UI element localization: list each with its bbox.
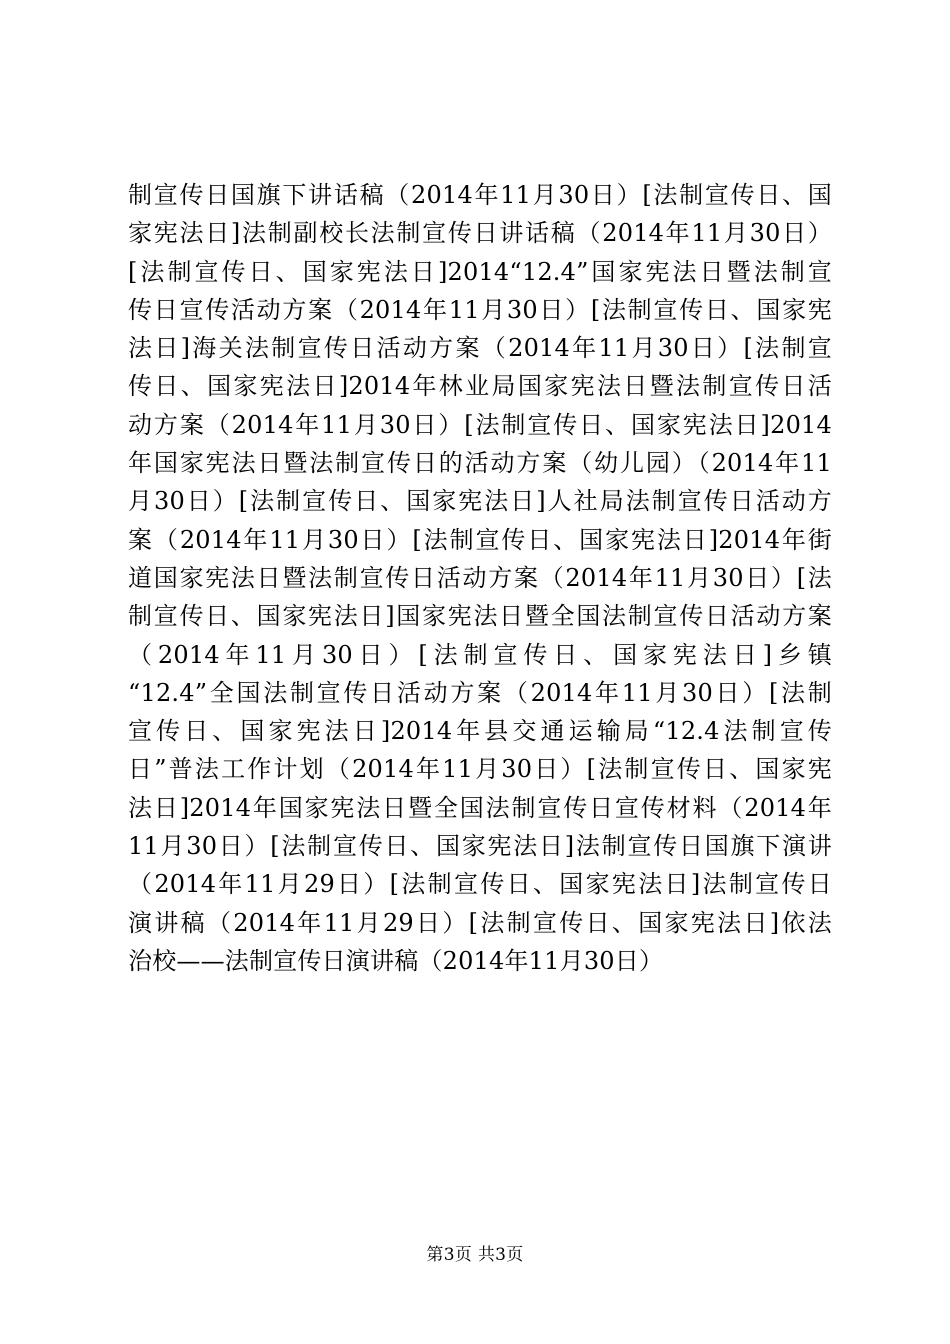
body-line: “12.4”全国法制宣传日活动方案（2014年11月30日）[法制	[128, 678, 832, 707]
body-line: 案（2014年11月30日）[法制宣传日、国家宪法日]2014年街	[128, 525, 832, 554]
body-line: 法日]海关法制宣传日活动方案（2014年11月30日）[法制宣	[128, 334, 832, 363]
body-line: 制宣传日国旗下讲话稿（2014年11月30日）[法制宣传日、国	[128, 181, 832, 209]
body-line-last: 治校——法制宣传日演讲稿（2014年11月30日）	[128, 946, 664, 975]
body-line: （2014年11月29日）[法制宣传日、国家宪法日]法制宣传日	[128, 870, 832, 899]
body-line: 传日、国家宪法日]2014年林业局国家宪法日暨法制宣传日活	[128, 372, 832, 401]
body-line: 年国家宪法日暨法制宣传日的活动方案（幼儿园）（2014年11	[128, 449, 832, 478]
body-line: （2014年11月30日）[法制宣传日、国家宪法日]乡镇	[128, 640, 832, 669]
body-line: [法制宣传日、国家宪法日]2014“12.4”国家宪法日暨法制宣	[128, 257, 832, 286]
body-line: 11月30日）[法制宣传日、国家宪法日]法制宣传日国旗下演讲	[128, 832, 832, 861]
body-line: 月30日）[法制宣传日、国家宪法日]人社局法制宣传日活动方	[128, 487, 832, 516]
body-line: 制宣传日、国家宪法日]国家宪法日暨全国法制宣传日活动方案	[128, 602, 832, 631]
body-line: 传日宣传活动方案（2014年11月30日）[法制宣传日、国家宪	[128, 295, 832, 324]
body-line: 家宪法日]法制副校长法制宣传日讲话稿（2014年11月30日）	[128, 219, 832, 248]
body-line: 宣传日、国家宪法日]2014年县交通运输局“12.4法制宣传	[128, 717, 832, 746]
body-line: 道国家宪法日暨法制宣传日活动方案（2014年11月30日）[法	[128, 563, 832, 592]
body-line: 法日]2014年国家宪法日暨全国法制宣传日宣传材料（2014年	[128, 793, 832, 822]
document-body	[128, 176, 832, 980]
body-line: 动方案（2014年11月30日）[法制宣传日、国家宪法日]2014	[128, 410, 832, 439]
body-line: 日”普法工作计划（2014年11月30日）[法制宣传日、国家宪	[128, 755, 832, 784]
body-line: 演讲稿（2014年11月29日）[法制宣传日、国家宪法日]依法	[128, 908, 832, 937]
page-footer: 第3页 共3页	[426, 1245, 524, 1265]
